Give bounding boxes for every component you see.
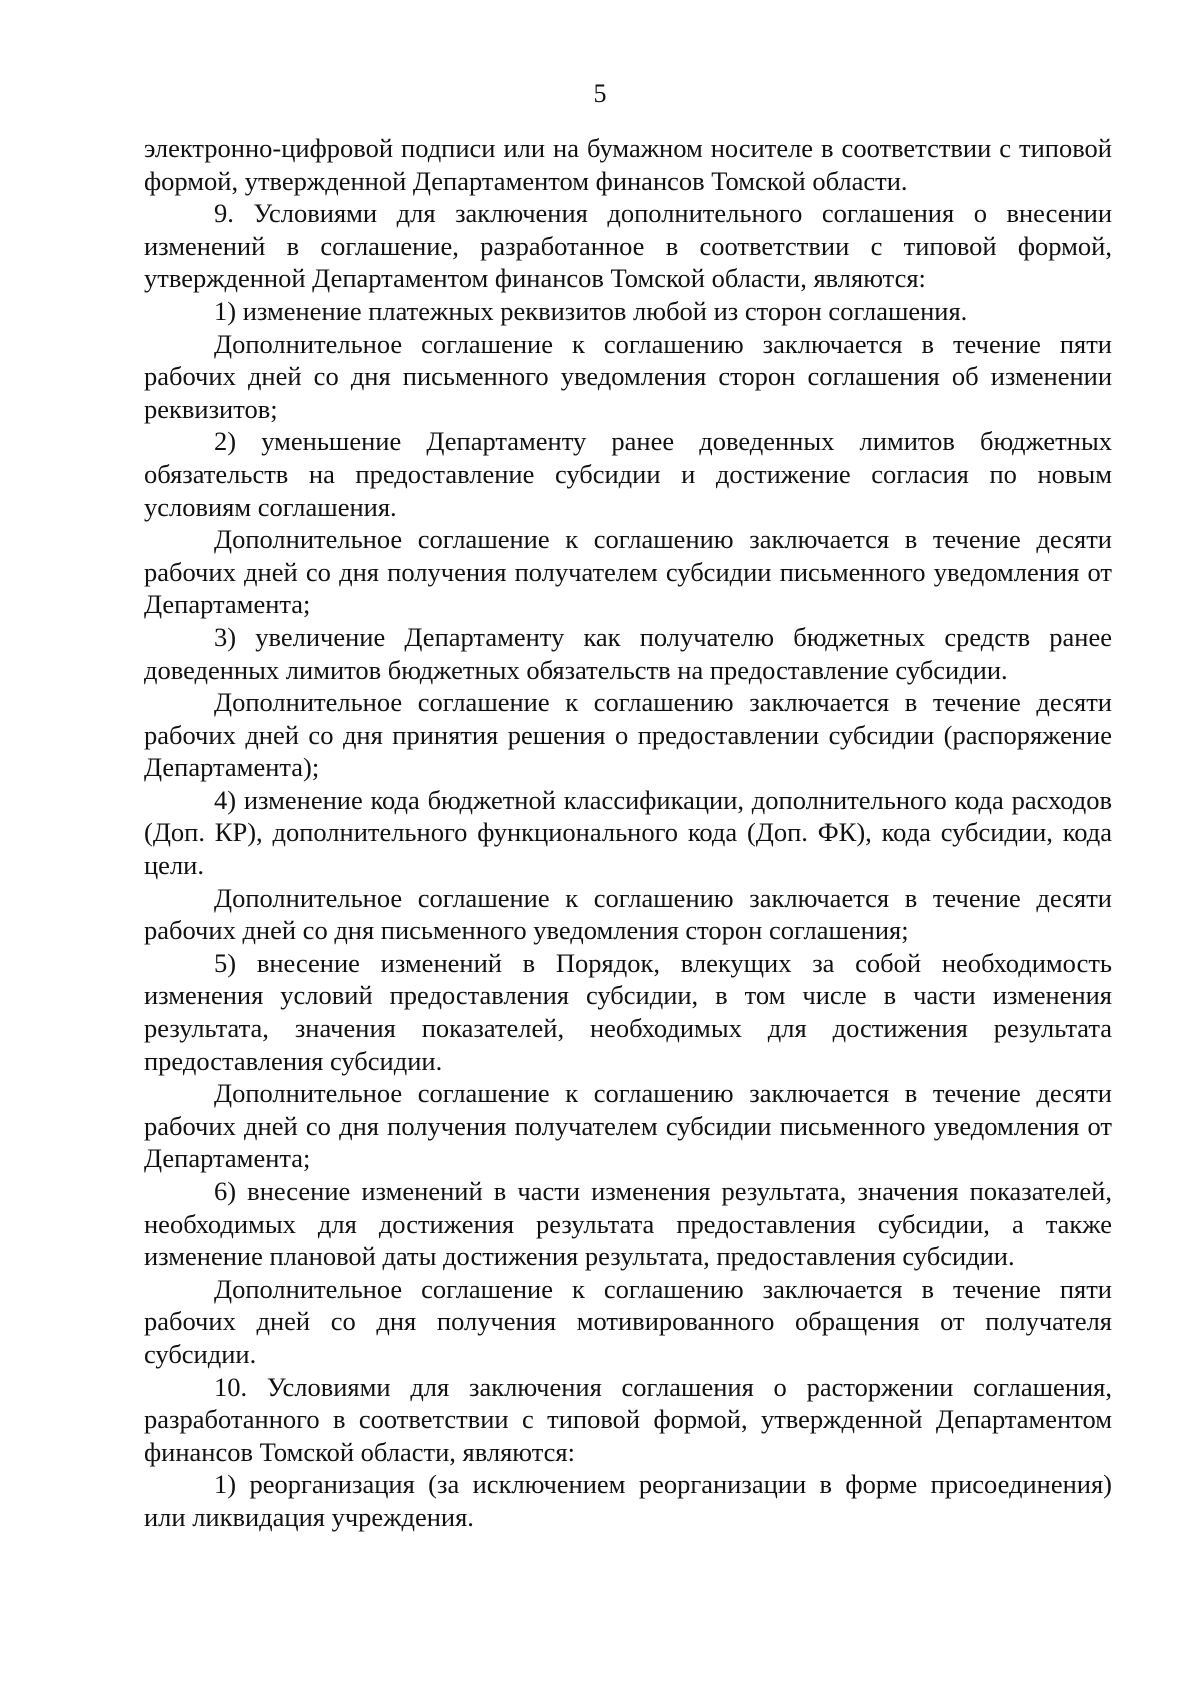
- paragraph-item-10-subitem-1: 1) реорганизация (за исключением реорганизации в форме присоединения) или ликвидация учреждения.: [144, 1469, 1112, 1532]
- paragraph-subitem-5-term: Дополнительное соглашение к соглашению заключается в течение десяти рабочих дней со дня получения получателем субсидии письменного уведомления от Департамента;: [144, 1078, 1112, 1174]
- paragraph-item-9: 9. Условиями для заключения дополнительного соглашения о внесении изменений в соглашение, разработанное в соответствии с типовой формой, утвержденной Департаментом финансов Томской области, являются:: [144, 198, 1112, 294]
- paragraph-subitem-1-term: Дополнительное соглашение к соглашению заключается в течение пяти рабочих дней со дня письменного уведомления сторон соглашения об изменении реквизитов;: [144, 328, 1112, 424]
- paragraph-subitem-2: 2) уменьшение Департаменту ранее доведенных лимитов бюджетных обязательств на предоставление субсидии и достижение согласия по новым условиям соглашения.: [144, 426, 1112, 522]
- paragraph-subitem-1: 1) изменение платежных реквизитов любой из сторон соглашения.: [214, 295, 968, 326]
- paragraph-subitem-3: 3) увеличение Департаменту как получателю бюджетных средств ранее доведенных лимитов бюджетных обязательств на предоставление субсидии.: [144, 621, 1112, 685]
- paragraph-subitem-5: 5) внесение изменений в Порядок, влекущих за собой необходимость изменения условий предоставления субсидии, в том числе в части изменения результата, значения показателей, необходимых для достижения результата предоставления субсидии.: [144, 947, 1112, 1076]
- paragraph-continuation: электронно-цифровой подписи или на бумажном носителе в соответствии с типовой формой, утвержденной Департаментом финансов Томской области.: [144, 133, 1112, 196]
- paragraph-subitem-4-term: Дополнительное соглашение к соглашению заключается в течение десяти рабочих дней со дня письменного уведомления сторон соглашения;: [144, 882, 1112, 946]
- paragraph-subitem-6-term: Дополнительное соглашение к соглашению заключается в течение пяти рабочих дней со дня получения мотивированного обращения от получателя субсидии.: [144, 1273, 1112, 1369]
- paragraph-subitem-2-term: Дополнительное соглашение к соглашению заключается в течение десяти рабочих дней со дня получения получателем субсидии письменного уведомления от Департамента;: [144, 524, 1112, 620]
- paragraph-item-10: 10. Условиями для заключения соглашения о расторжении соглашения, разработанного в соответствии с типовой формой, утвержденной Департаментом финансов Томской области, являются:: [144, 1371, 1112, 1467]
- paragraph-subitem-4: 4) изменение кода бюджетной классификации, дополнительного кода расходов (Доп. КР), дополнительного функционального кода (Доп. ФК), кода субсидии, кода цели.: [144, 784, 1112, 881]
- paragraph-subitem-6: 6) внесение изменений в части изменения результата, значения показателей, необходимых для достижения результата предоставления субсидии, а также изменение плановой даты достижения результата, предоставления субсидии.: [144, 1176, 1112, 1272]
- document-body: [144, 132, 1112, 1534]
- paragraph-subitem-3-term: Дополнительное соглашение к соглашению заключается в течение десяти рабочих дней со дня принятия решения о предоставлении субсидии (распоряжение Департамента);: [144, 687, 1112, 783]
- page-number: 5: [593, 79, 607, 108]
